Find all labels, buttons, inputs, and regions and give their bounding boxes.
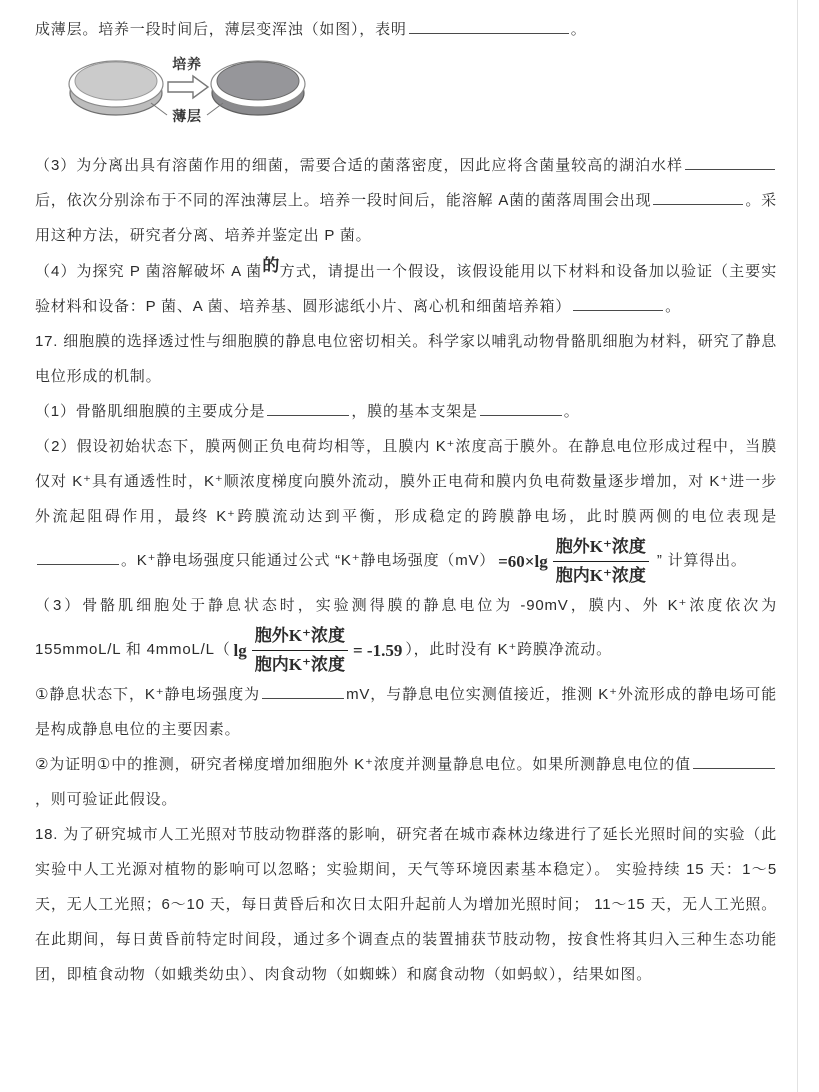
answer-blank bbox=[693, 754, 775, 769]
culture-arrow-label: 培养 bbox=[172, 56, 202, 72]
fraction-denominator: 胞内K⁺浓度 bbox=[254, 654, 345, 674]
answer-blank bbox=[409, 19, 569, 34]
q17-p2-text-3: ” 计算得出。 bbox=[656, 551, 747, 569]
question-17-circle1 bbox=[35, 677, 777, 747]
fraction-numerator: 胞外K⁺浓度 bbox=[553, 534, 649, 562]
formula-fraction bbox=[553, 534, 649, 588]
petri-dish-diagram bbox=[55, 53, 340, 131]
q17-intro-text: 17. 细胞膜的选择透过性与细胞膜的静息电位密切相关。科学家以哺乳动物骨骼肌细胞为材料，研究了静息电位形成的机制。 bbox=[35, 333, 777, 385]
q17-p3-text-1: （3）骨骼肌细胞处于静息状态时，实验测得膜的静息电位为 -90mV，膜内、外 K⁺浓度依次为 155mmoL/L 和 4mmoL/L（ bbox=[35, 597, 777, 658]
q17-p3-text-2: ），此时没有 K⁺跨膜净流动。 bbox=[405, 640, 612, 658]
answer-blank bbox=[267, 401, 349, 416]
q16-p4-bold-de: 的 bbox=[262, 256, 280, 275]
q16-p3-text-1: （3）为分离出具有溶菌作用的细菌，需要合适的菌落密度，因此应将含菌量较高的湖泊水样 bbox=[35, 157, 683, 174]
dish-after-thin-layer bbox=[217, 62, 299, 100]
q17-p2-text-2: 。K⁺静电场强度只能通过公式 “K⁺静电场强度（mV） bbox=[121, 551, 496, 569]
answer-blank bbox=[685, 155, 775, 170]
thin-layer-callout bbox=[151, 103, 223, 124]
callout-line-left bbox=[151, 103, 167, 115]
thin-layer-label: 薄层 bbox=[172, 108, 202, 124]
q17-c2-text-1: ②为证明①中的推测，研究者梯度增加细胞外 K⁺浓度并测量静息电位。如果所测静息电位的值 bbox=[35, 756, 691, 773]
q17-c2-text-2: ，则可验证此假设。 bbox=[35, 791, 178, 808]
q16-p4-text-2: 方式，请提出一个假设，该假设能用以下材料和设备加以验证（主要实验材料和设备：P 菌、A 菌、培养基、圆形滤纸小片、离心机和细菌培养箱） bbox=[35, 263, 778, 315]
q16-line-period: 。 bbox=[570, 21, 587, 38]
field-strength-formula bbox=[498, 534, 654, 588]
q16-p4-text-3: 。 bbox=[665, 298, 681, 315]
callout-line-right bbox=[207, 103, 223, 115]
formula-prefix: lg bbox=[233, 640, 247, 660]
question-17-part3 bbox=[35, 588, 777, 677]
question-17-part2 bbox=[35, 429, 777, 588]
q17-c1-text-2: mV，与静息电位实测值接近，推测 K⁺外流形成的静电场可能是构成静息电位的主要因素。 bbox=[35, 686, 777, 738]
culture-arrow bbox=[168, 56, 208, 98]
question-16-part4 bbox=[35, 253, 777, 324]
dish-before-culture bbox=[69, 61, 163, 115]
answer-blank bbox=[37, 550, 119, 565]
fraction-numerator: 胞外K⁺浓度 bbox=[252, 623, 348, 651]
q17-p1-text-3: 。 bbox=[563, 403, 580, 420]
question-16-line bbox=[35, 12, 777, 47]
dish-after-culture bbox=[211, 61, 305, 115]
q16-p3-text-3: 。采用这种方法，研究者分离、培养并鉴定出 P 菌。 bbox=[35, 192, 777, 244]
q16-line-text: 成薄层。培养一段时间后，薄层变浑浊（如图），表明 bbox=[35, 21, 407, 38]
formula-fraction bbox=[252, 623, 348, 677]
dish-before-thin-layer bbox=[75, 62, 157, 100]
question-17-intro bbox=[35, 324, 777, 394]
lg-ratio-formula bbox=[234, 623, 403, 677]
fraction-denominator: 胞内K⁺浓度 bbox=[555, 565, 646, 585]
question-17-part1 bbox=[35, 394, 777, 429]
answer-blank bbox=[653, 190, 743, 205]
formula-prefix: =60×lg bbox=[498, 551, 548, 571]
q16-p3-text-2: 后，依次分别涂布于不同的浑浊薄层上。培养一段时间后，能溶解 A菌的菌落周围会出现 bbox=[35, 192, 652, 209]
answer-blank bbox=[262, 684, 344, 699]
formula-result: = -1.59 bbox=[352, 640, 403, 660]
q17-c1-text-1: ①静息状态下，K⁺静电场强度为 bbox=[35, 686, 261, 703]
question-18-intro bbox=[35, 817, 777, 992]
q17-p2-text-1: （2）假设初始状态下，膜两侧正负电荷均相等，且膜内 K⁺浓度高于膜外。在静息电位形成过程中，当膜仅对 K⁺具有通透性时，K⁺顺浓度梯度向膜外流动，膜外正电荷和膜内负电荷数量逐步增加，对 K⁺进一步外流起阻碍作用，最终 K⁺跨膜流动达到平衡，形成稳定的跨膜静电场，此时膜两侧的电位表现是 bbox=[35, 438, 777, 525]
answer-blank bbox=[480, 401, 562, 416]
arrow-right-icon bbox=[168, 76, 208, 98]
question-17-circle2 bbox=[35, 747, 777, 817]
q18-intro-text: 18. 为了研究城市人工光照对节肢动物群落的影响，研究者在城市森林边缘进行了延长光照时间的实验（此实验中人工光源对植物的影响可以忽略；实验期间，天气等环境因素基本稳定）。 实验持续 15 天：1～5 天，无人工光照；6～10 天，每日黄昏后和次日太阳升起前人为增加光照时间； 11～15 天，无人工光照。在此期间，每日黄昏前特定时间段，通过多个调查点的装置捕获节肢动物，按食性将其归入三种生态功能团，即植食动物（如蛾类幼虫）、肉食动物（如蜘蛛）和腐食动物（如蚂蚁），结果如图。 bbox=[35, 826, 777, 983]
q16-p4-text-1: （4）为探究 P 菌溶解破坏 A 菌 bbox=[35, 263, 263, 280]
answer-blank bbox=[573, 296, 663, 311]
question-16-part3 bbox=[35, 148, 777, 253]
q17-p1-text-2: ，膜的基本支架是 bbox=[351, 403, 478, 420]
q17-p1-text-1: （1）骨骼肌细胞膜的主要成分是 bbox=[35, 403, 266, 420]
